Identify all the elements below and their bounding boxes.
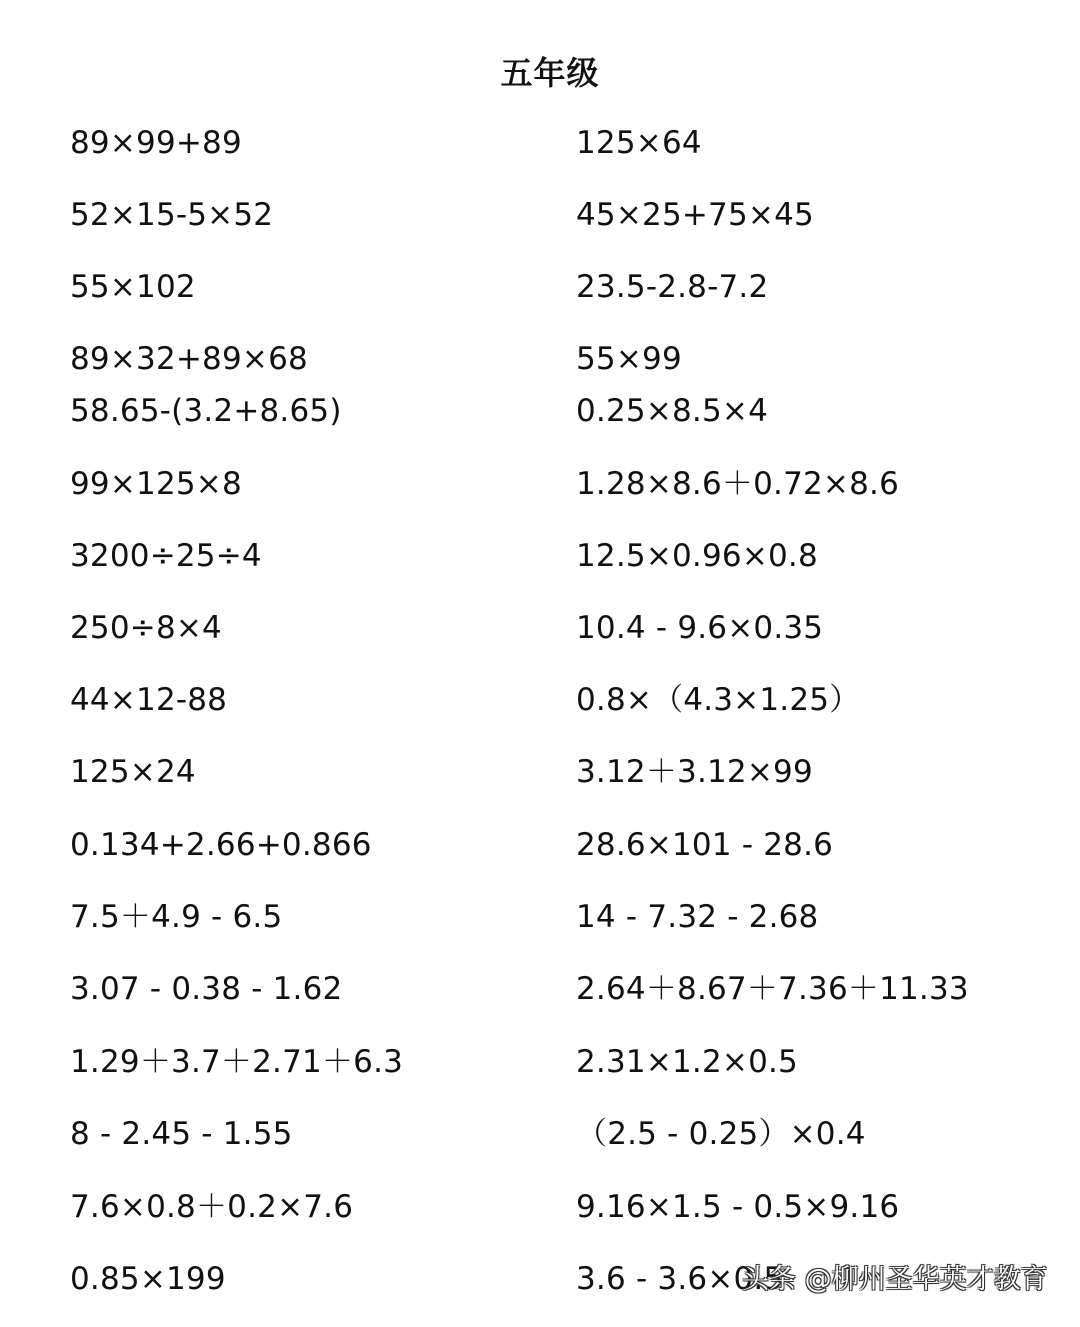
expression-item: 7.6×0.8＋0.2×7.6 [70,1189,354,1225]
expression-item: （2.5 - 0.25）×0.4 [576,1116,866,1152]
expression-item: 3.07 - 0.38 - 1.62 [70,971,343,1007]
expression-item: 3.6 - 3.6×0.5 [576,1261,784,1297]
expression-item: 8 - 2.45 - 1.55 [70,1116,293,1152]
expression-item: 1.29＋3.7＋2.71＋6.3 [70,1044,404,1080]
expression-item: 250÷8×4 [70,610,222,646]
expression-item: 0.85×199 [70,1261,226,1297]
expression-item: 99×125×8 [70,466,242,502]
expression-item: 55×99 [576,341,682,377]
page-title: 五年级 [500,54,600,92]
expression-item: 3.12＋3.12×99 [576,754,813,790]
expression-item: 0.8×（4.3×1.25） [576,682,861,718]
expression-item: 14 - 7.32 - 2.68 [576,899,819,935]
expression-item: 2.31×1.2×0.5 [576,1044,798,1080]
expression-item: 125×24 [70,754,196,790]
expression-item: 9.16×1.5 - 0.5×9.16 [576,1189,900,1225]
expression-item: 125×64 [576,125,702,161]
expression-item: 89×32+89×68 [70,341,308,377]
expression-item: 28.6×101 - 28.6 [576,827,834,863]
expression-item: 23.5-2.8-7.2 [576,269,769,305]
expression-item: 55×102 [70,269,196,305]
watermark: 头条 @柳州圣华英才教育 [742,1264,1048,1295]
expression-item: 2.64＋8.67＋7.36＋11.33 [576,971,969,1007]
expression-item: 0.134+2.66+0.866 [70,827,372,863]
expression-item: 3200÷25÷4 [70,538,262,574]
expression-item: 12.5×0.96×0.8 [576,538,818,574]
expression-item: 45×25+75×45 [576,197,814,233]
expression-item: 52×15-5×52 [70,197,274,233]
expression-item: 10.4 - 9.6×0.35 [576,610,824,646]
expression-item: 0.25×8.5×4 [576,393,768,429]
expression-item: 1.28×8.6＋0.72×8.6 [576,466,899,502]
expression-item: 58.65-(3.2+8.65) [70,393,342,429]
expression-item: 89×99+89 [70,125,242,161]
expression-item: 7.5＋4.9 - 6.5 [70,899,283,935]
expression-item: 44×12-88 [70,682,228,718]
